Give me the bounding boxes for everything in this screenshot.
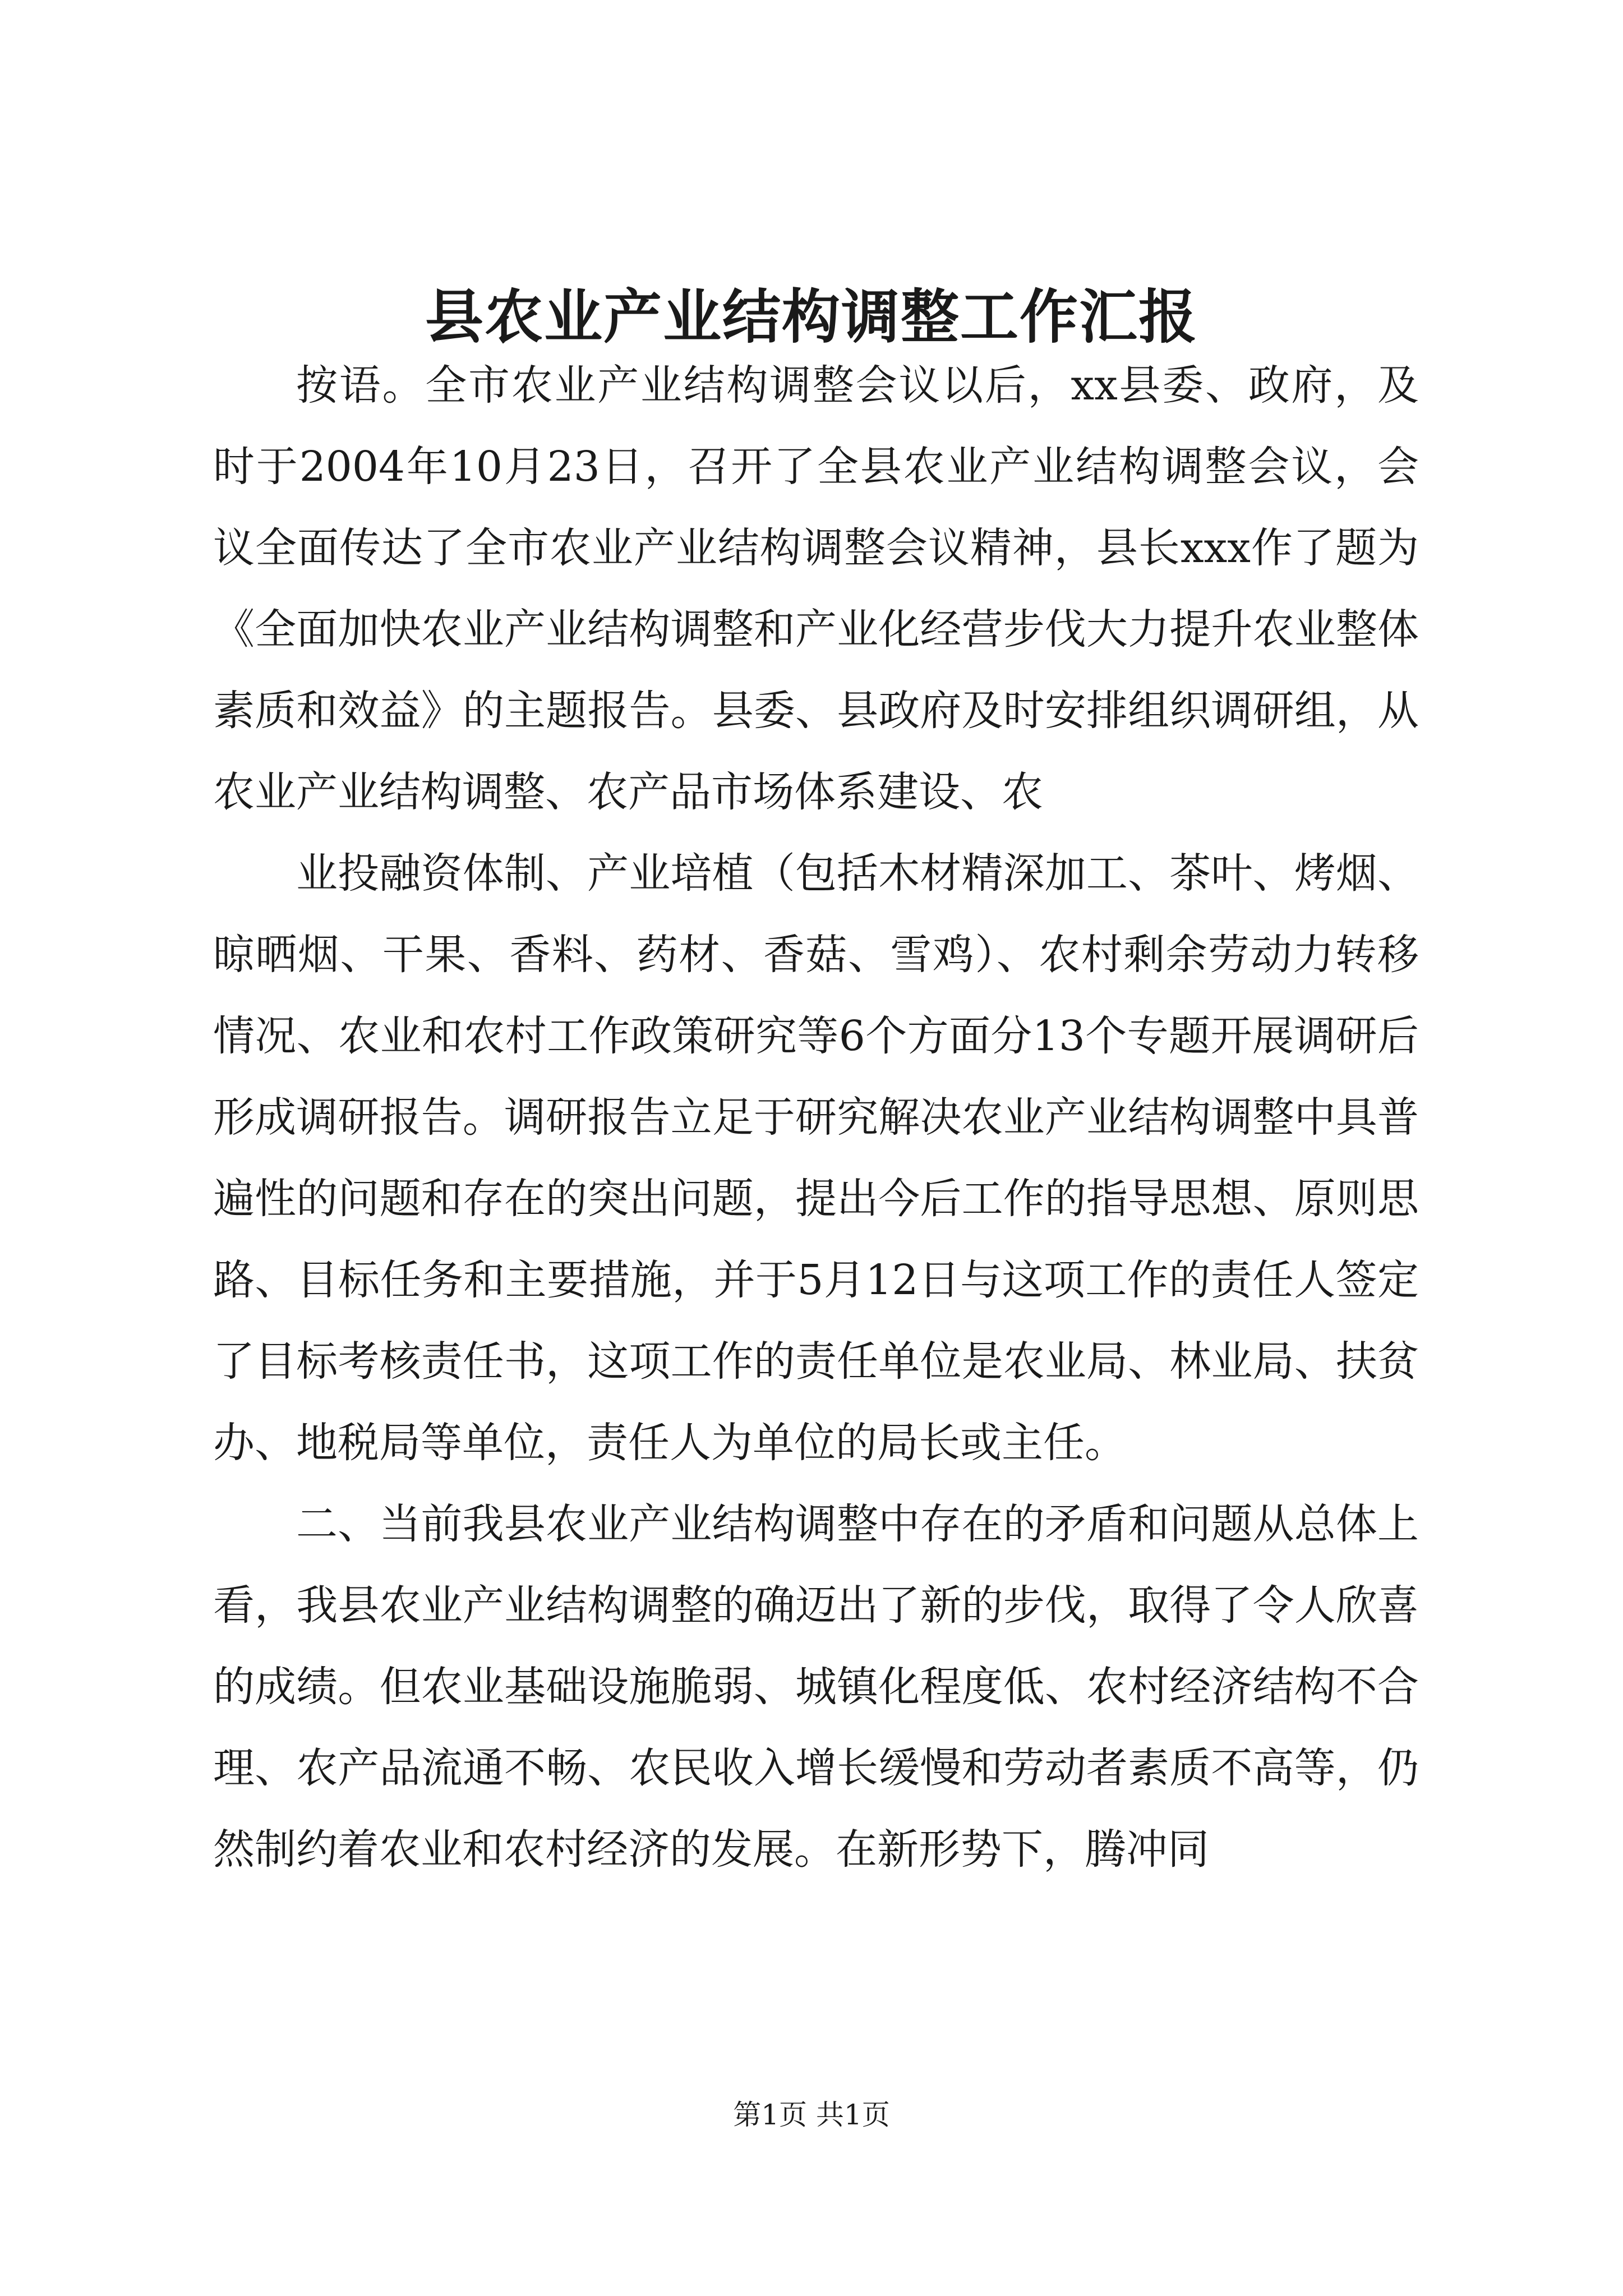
- paragraph-intro: 按语。全市农业产业结构调整会议以后，xx县委、政府，及时于2004年10月23日，召开了全县农业产业结构调整会议，会议全面传达了全市农业产业结构调整会议精神，县长xxx作了题为《全面加快农业产业结构调整和产业化经营步伐大力提升农业整体素质和效益》的主题报告。县委、县政府及时安排组织调研组，从农业产业结构调整、农产品市场体系建设、农: [213, 361, 1419, 816]
- page-footer: 第1页 共1页: [733, 2099, 890, 2131]
- document-title: 县农业产业结构调整工作汇报: [425, 282, 1198, 351]
- document-body: [213, 345, 1419, 1890]
- paragraph-research: 业投融资体制、产业培植（包括木材精深加工、茶叶、烤烟、晾晒烟、干果、香料、药材、香菇、雪鸡）、农村剩余劳动力转移情况、农业和农村工作政策研究等6个方面分13个专题开展调研后形成调研报告。调研报告立足于研究解决农业产业结构调整中具普遍性的问题和存在的突出问题，提出今后工作的指导思想、原则思路、目标任务和主要措施，并于5月12日与这项工作的责任人签定了目标考核责任书，这项工作的责任单位是农业局、林业局、扶贫办、地税局等单位，责任人为单位的局长或主任。: [213, 849, 1419, 1467]
- paragraph-problems: 二、当前我县农业产业结构调整中存在的矛盾和问题从总体上看，我县农业产业结构调整的确迈出了新的步伐，取得了令人欣喜的成绩。但农业基础设施脆弱、城镇化程度低、农村经济结构不合理、农产品流通不畅、农民收入增长缓慢和劳动者素质不高等，仍然制约着农业和农村经济的发展。在新形势下，腾冲同: [213, 1500, 1419, 1874]
